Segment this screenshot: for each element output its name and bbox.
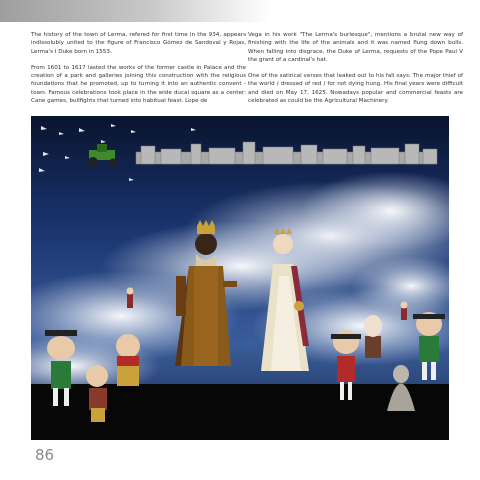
text-column-left — [31, 31, 246, 113]
paragraph: One of the satirical verses that leaked out to his fall says: The major thief of the world / dressed of red / for not dying hung. His final years were difficult and died on May 17, 1625. Nowadays popular and commercial feasts are celebrated as could be the Agricultural Machinery. — [248, 73, 463, 105]
text-column-right — [248, 31, 463, 113]
paragraph: From 1601 to 1617 lasted the works of the former castle in Palace and the creation of a park and galleries joining this construction with the religious foundations that he promoted, up to turning it into an authentic convent - town. Famous celebrations took place in the wide ducal square as a center: Cane games, bullfights that turned into habitual feast. Lope de — [31, 64, 246, 105]
festival-illustration — [31, 116, 449, 440]
paragraph: The history of the town of Lerma, refered for first time in the 934, appears indissolubly united to the figure of Francisco Gómez de Sandoval y Rojas, Lerma's I Duke born in 1553. — [31, 32, 246, 55]
bighead-figure-5 — [364, 315, 382, 358]
small-figure-left — [127, 288, 134, 309]
paragraph: Vega in his work "The Lerma's burlesque", mentions a brutal new way of finishing with the life of the animals and it was named flung down bulls. When falling into disgrace, the Duke of Lerma, requests of the Pope Paul V the grant of a cardinal's hat. — [248, 32, 463, 63]
bighead-figure-3 — [116, 334, 140, 386]
small-figure-right — [401, 302, 408, 321]
page-number: 86 — [35, 446, 55, 464]
page-header-tab — [0, 0, 270, 22]
